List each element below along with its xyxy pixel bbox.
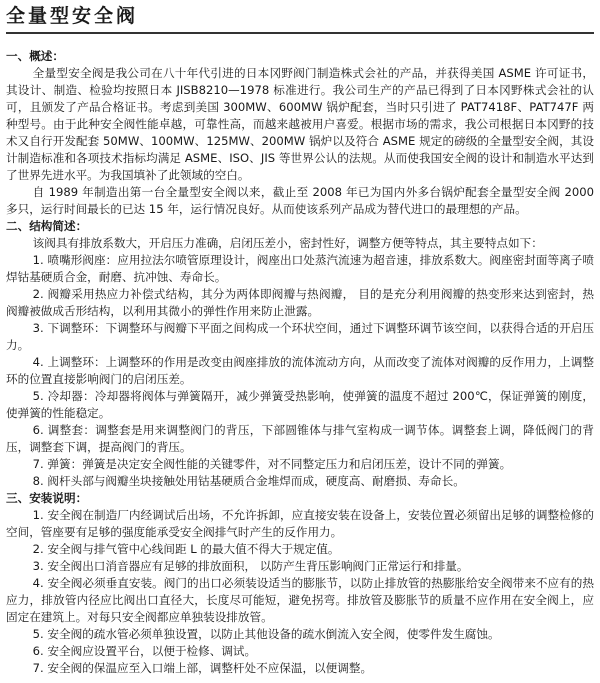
list-item: 5. 冷却器：冷却器将阀体与弹簧隔开，减少弹簧受热影响，使弹簧的温度不超过 200℃，保证弹簧的刚度，使弹簧的性能稳定。	[6, 389, 594, 420]
title-divider	[6, 32, 594, 34]
list-item: 1. 喷嘴形阀座：应用拉法尔喷管原理设计，阀座出口处蒸汽流速为超音速，排放系数大。阀座密封面等离子喷焊钴基硬质合金，耐磨、抗冲蚀、寿命长。	[6, 253, 594, 284]
paragraph: 自 1989 年制造出第一台全量型安全阀以来，截止至 2008 年已为国内外多台锅炉配套全量型安全阀 2000 多只，运行时间最长的已达 15 年，运行情况良好。从而使该系列产品成为替代进口的最理想的产品。	[6, 185, 594, 216]
paragraph: 该阀具有排放系数大，开启压力准确，启闭压差小，密封性好，调整方便等特点，其主要特点如下：	[32, 236, 543, 250]
section-installation	[6, 490, 594, 677]
list-item: 4. 安全阀必须垂直安装。阀门的出口必须装设适当的膨胀节，以防止排放管的热膨胀给安全阀带来不应有的热应力，排放管内径应比阀出口直径大，长度尽可能短，避免拐弯。排放管及膨胀节的质量不应作用在安全阀上，应固定在建筑上。对每只安全阀都应单独装设排放管。	[6, 576, 594, 624]
list-item: 5. 安全阀的疏水管必须单独设置，以防止其他设备的疏水倒流入安全阀，使零件发生腐蚀。	[32, 627, 500, 641]
list-item: 2. 安全阀与排气管中心线间距 L 的最大值不得大于规定值。	[32, 542, 340, 556]
list-item: 6. 调整套：调整套是用来调整阀门的背压，下部圆锥体与排气室构成一调节体。调整套上调，降低阀门的背压，调整套下调，提高阀门的背压。	[6, 423, 594, 454]
section-overview	[6, 48, 594, 218]
list-item: 3. 下调整环：下调整环与阀瓣下平面之间构成一个环状空间，通过下调整环调节该空间，以获得合适的开启压力。	[6, 321, 594, 352]
section-heading: 二、结构简述：	[6, 219, 88, 233]
list-item: 7. 弹簧：弹簧是决定安全阀性能的关键零件，对不同整定压力和启闭压差，设计不同的弹簧。	[32, 457, 512, 471]
section-heading: 三、安装说明：	[6, 491, 88, 505]
list-item: 4. 上调整环：上调整环的作用是改变由阀座排放的流体流动方向，从而改变了流体对阀瓣的反作用力，上调整环的位置直接影响阀门的启闭压差。	[6, 355, 594, 386]
list-item: 2. 阀瓣采用热应力补偿式结构，其分为两体即阀瓣与热阀瓣， 目的是充分利用阀瓣的热变形来达到密封，热阀瓣被做成舌形结构，以利用其微小的弹性作用来防止泄露。	[6, 287, 594, 318]
page-title: 全量型安全阀	[6, 5, 139, 27]
list-item: 3. 安全阀出口消音器应有足够的排放面积， 以防产生背压影响阀门正常运行和排量。	[32, 559, 469, 573]
list-item: 7. 安全阀的保温应至入口端上部，调整杆处不应保温，以便调整。	[32, 661, 373, 675]
paragraph: 全量型安全阀是我公司在八十年代引进的日本冈野阀门制造株式会社的产品，并获得美国 ASME 许可证书，其设计、制造、检验均按照日本 JISB8210—1978 标准进行。我公司生产的产品已得到了日本冈野株式会社的认可，且颁发了产品合格证书。考虑到美国 300MW、600MW 锅炉配套，当时只引进了 PAT7418F、PAT747F 两种型号。由于此种安全阀性能卓越，可靠性高，而越来越被用户喜爱。根据市场的需求，我公司根据日本冈野的技术又自行开发配套 50MW、100MW、125MW、200MW 锅炉以及符合 ASME 规定的磅级的全量型安全阀，其设计制造标准和各项技术指标均满足 ASME、ISO、JIS 等世界公认的法规。从而使我国安全阀的设计和制造水平达到了世界先进水平。为我国填补了此领域的空白。	[6, 66, 594, 182]
list-item: 1. 安全阀在制造厂内经调试后出场，不允许拆卸，应直接安装在设备上，安装位置必须留出足够的调整检修的空间，管座要有足够的强度能承受安全阀排气时产生的反作用力。	[6, 508, 594, 539]
list-item: 6. 安全阀应设置平台，以便于检修、调试。	[32, 644, 257, 658]
list-item: 8. 阀杆头部与阀瓣坐块接触处用钴基硬质合金堆焊而成，硬度高、耐磨损、寿命长。	[32, 474, 465, 488]
section-heading: 一、概述：	[6, 49, 64, 63]
section-structure	[6, 218, 594, 490]
